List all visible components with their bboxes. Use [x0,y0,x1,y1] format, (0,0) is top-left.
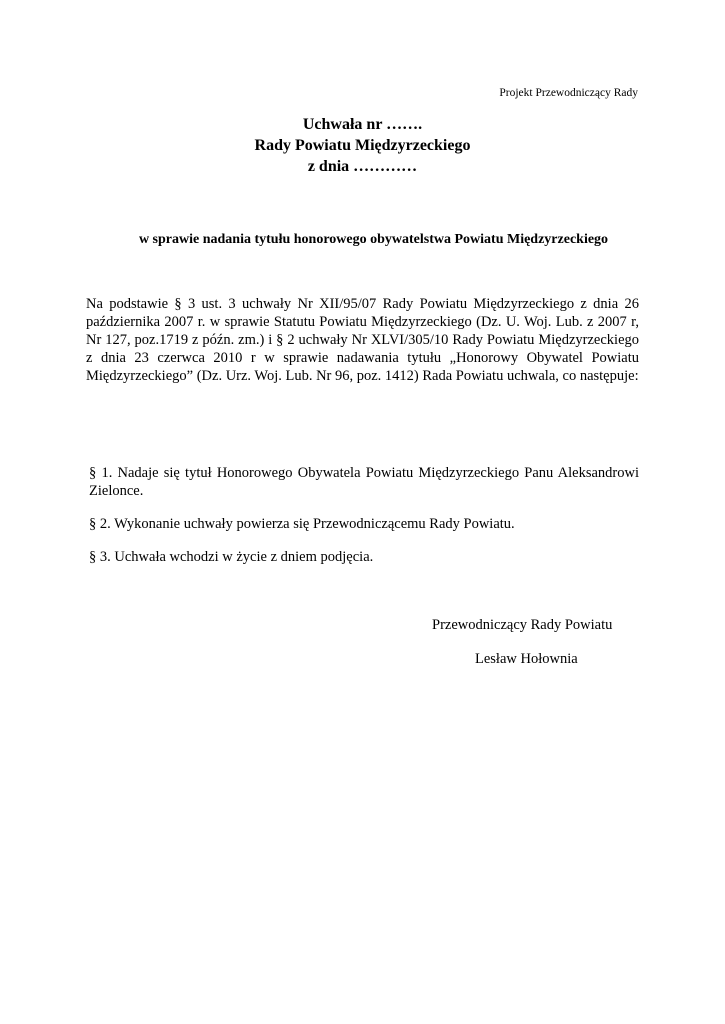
header-note: Projekt Przewodniczący Rady [499,87,638,99]
signatory-name: Lesław Hołownia [475,651,578,667]
signatory-title: Przewodniczący Rady Powiatu [432,617,613,633]
title-line-number: Uchwała nr ……. [302,116,423,133]
section-3-paragraph: § 3. Uchwała wchodzi w życie z dniem podjęcia. [89,549,374,565]
section-1-paragraph: § 1. Nadaje się tytuł Honorowego Obywatela Powiatu Międzyrzeckiego Panu Aleksandrowi Zielonce. [89,465,639,499]
title-line-council: Rady Powiatu Międzyrzeckiego [254,137,471,154]
title-line-date: z dnia ………… [307,158,418,175]
resolution-subject: w sprawie nadania tytułu honorowego obywatelstwa Powiatu Międzyrzeckiego [138,232,609,247]
section-2-paragraph: § 2. Wykonanie uchwały powierza się Przewodniczącemu Rady Powiatu. [89,516,515,532]
resolution-title [0,114,725,177]
legal-basis-paragraph: Na podstawie § 3 ust. 3 uchwały Nr XII/95/07 Rady Powiatu Międzyrzeckiego z dnia 26 października 2007 r. w sprawie Statutu Powiatu Międzyrzeckiego (Dz. U. Woj. Lub. z 2007 r, Nr 127, poz.1719 z późn. zm.) i § 2 uchwały Nr XLVI/305/10 Rady Powiatu Międzyrzeckiego z dnia 23 czerwca 2010 r w sprawie nadawania tytułu „Honorowy Obywatel Powiatu Międzyrzeckiego” (Dz. Urz. Woj. Lub. Nr 96, poz. 1412) Rada Powiatu uchwala, co następuje: [86,296,639,384]
